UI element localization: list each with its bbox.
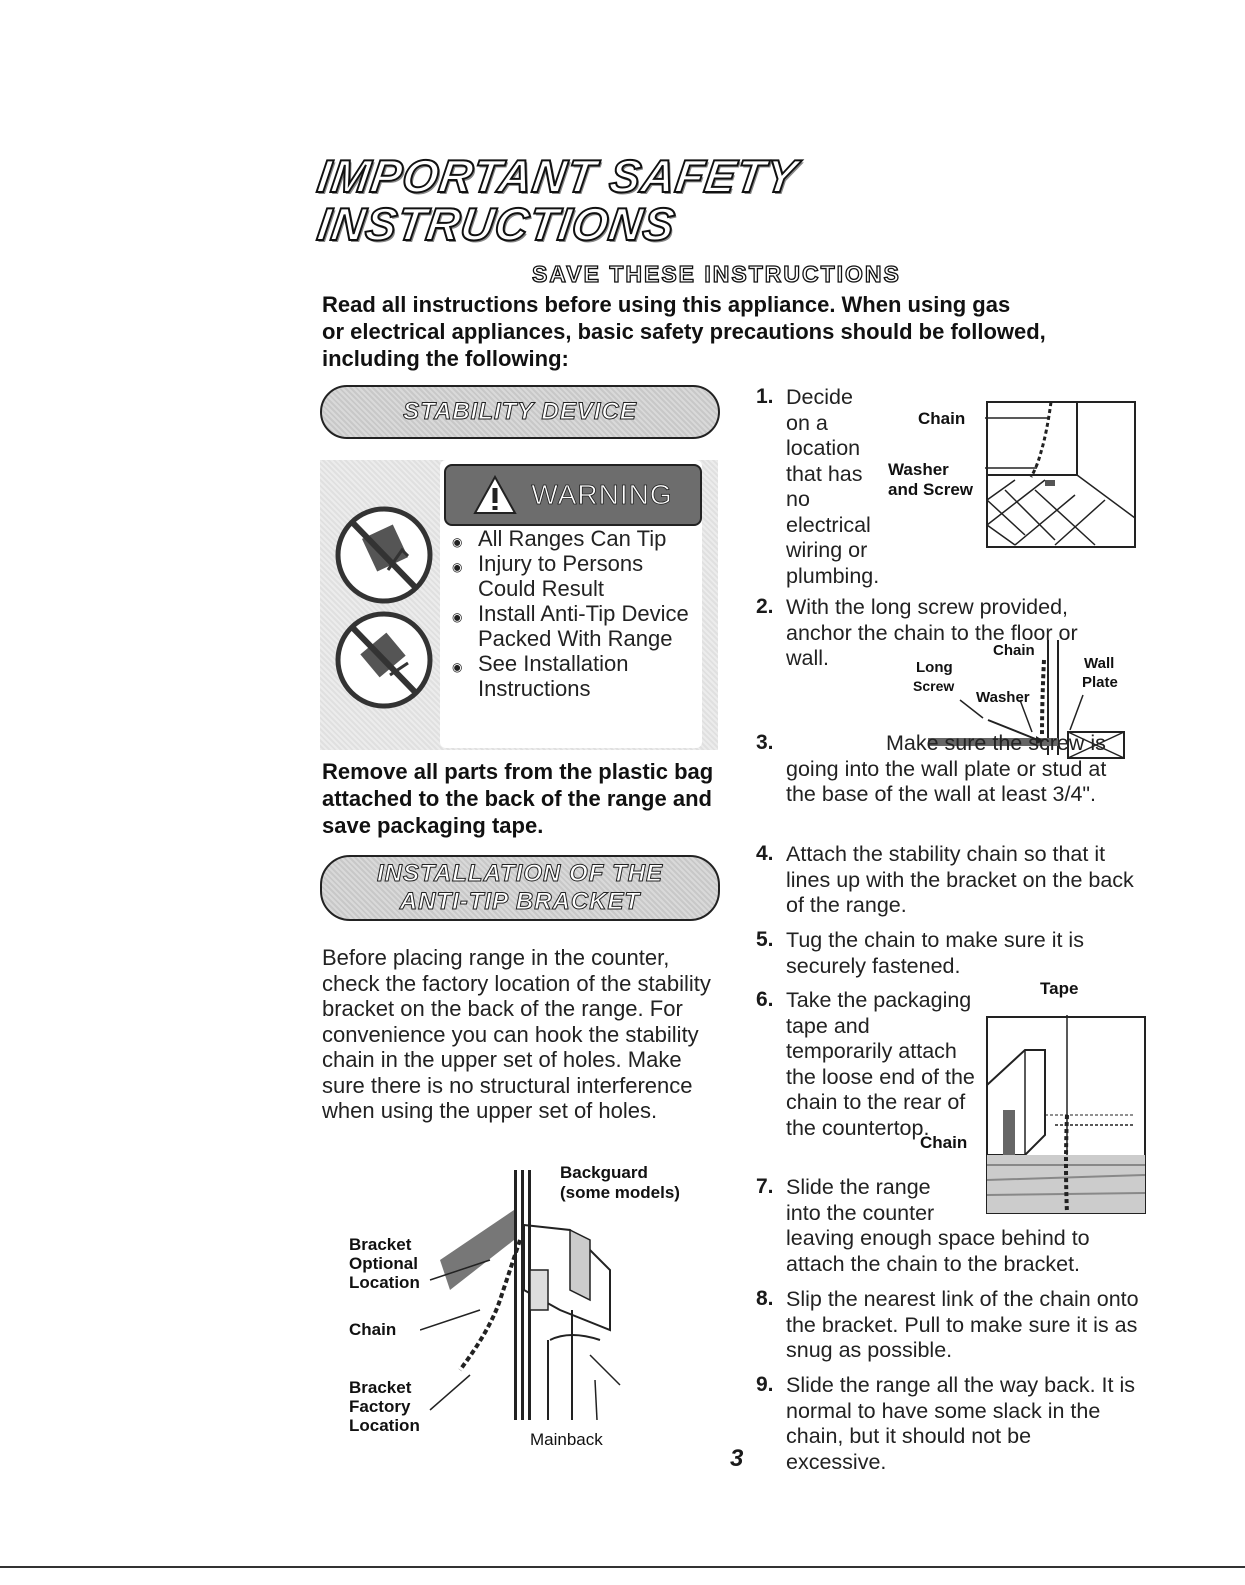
step-number: 4. bbox=[756, 842, 774, 865]
step-text: Tug the chain to make sure it is securely fastened. bbox=[786, 928, 1084, 978]
diagram2-long-label: Long bbox=[916, 659, 953, 676]
no-tip-icon-2 bbox=[338, 614, 430, 706]
factory-label-3: Location bbox=[349, 1416, 420, 1435]
chain-label: Chain bbox=[349, 1320, 397, 1339]
diagram1-chain-label: Chain bbox=[918, 409, 966, 428]
step-number: 5. bbox=[756, 928, 774, 951]
diagram3-chain-label: Chain bbox=[920, 1133, 968, 1152]
diagram2-screw-label: Screw bbox=[913, 678, 955, 694]
optional-label-3: Location bbox=[349, 1273, 420, 1292]
diagram3-tape-label: Tape bbox=[1040, 979, 1079, 998]
warning-header bbox=[444, 464, 702, 526]
step-text: Take the packaging tape and temporarily attach the loose end of the chain to the rear of the countertop. bbox=[786, 988, 975, 1140]
backguard-label: Backguard bbox=[560, 1163, 648, 1182]
warning-triangle-icon bbox=[473, 475, 517, 515]
intro-line-1: Read all instructions before using this appliance. When using gas bbox=[322, 292, 1011, 317]
title-line-2: INSTRUCTIONS bbox=[314, 198, 679, 250]
diagram1-washer-label: Washer bbox=[888, 460, 949, 479]
save-heading: SAVE THESE INSTRUCTIONS bbox=[532, 261, 901, 287]
placement-paragraph: Before placing range in the counter, check the factory location of the stability bracket on the back of the range. For convenience you can hook the stability chain in the upper set of holes. Make sure there is no structural interference when using the upper set of holes. bbox=[322, 945, 711, 1123]
intro-line-2: or electrical appliances, basic safety precautions should be followed, bbox=[322, 319, 1046, 344]
warning-item: ◉ See Installation Instructions bbox=[452, 651, 702, 701]
diagram2-plate-label: Plate bbox=[1082, 674, 1118, 691]
step-number: 8. bbox=[756, 1287, 774, 1310]
step-text bbox=[786, 731, 1141, 808]
step-text-content: Make sure the screw is going into the wall plate or stud at the base of the wall at least 3/4". bbox=[786, 731, 1107, 806]
factory-label-2: Factory bbox=[349, 1397, 411, 1416]
warning-item: ◉ Injury to Persons Could Result bbox=[452, 551, 702, 601]
stability-device-banner-text: STABILITY DEVICE bbox=[403, 398, 637, 425]
step-text: Attach the stability chain so that it lines up with the bracket on the back of the range. bbox=[786, 842, 1134, 917]
step-text: Decide on a location that has no electrical wiring or plumbing. bbox=[786, 385, 880, 588]
stability-device-banner bbox=[320, 385, 720, 439]
step-number: 3. bbox=[756, 731, 774, 754]
intro-line-3: including the following: bbox=[322, 346, 569, 371]
warning-item: ◉ Install Anti-Tip Device Packed With Range bbox=[452, 601, 702, 651]
step-text-content: With the long screw provided, anchor the chain to the floor or wall. bbox=[786, 595, 1078, 670]
factory-label-1: Bracket bbox=[349, 1378, 412, 1397]
warning-label: WARNING bbox=[531, 479, 673, 510]
optional-label-1: Bracket bbox=[349, 1235, 412, 1254]
step-text-content: Slide the range into the counter leaving enough space behind to attach the chain to the bracket. bbox=[786, 1175, 1090, 1276]
no-tip-icons bbox=[328, 500, 440, 710]
remove-parts-text: Remove all parts from the plastic bag attached to the back of the range and save packaging tape. bbox=[322, 759, 714, 838]
bracket-location-diagram bbox=[420, 1170, 650, 1420]
diagram2-chain-label: Chain bbox=[993, 642, 1035, 659]
bottom-rule bbox=[0, 1566, 1245, 1568]
step-text bbox=[786, 1175, 1131, 1277]
step-number: 6. bbox=[756, 988, 774, 1011]
warning-item: ◉ All Ranges Can Tip bbox=[452, 526, 702, 551]
step-number: 2. bbox=[756, 595, 774, 618]
optional-label-2: Optional bbox=[349, 1254, 418, 1273]
warning-list bbox=[452, 526, 702, 701]
step-number: 9. bbox=[756, 1373, 774, 1396]
anti-tip-banner-line-1: INSTALLATION OF THE bbox=[376, 860, 664, 887]
some-models-label: (some models) bbox=[560, 1183, 680, 1202]
title-line-1: IMPORTANT SAFETY bbox=[314, 150, 802, 202]
diagram2-wall-label: Wall bbox=[1084, 655, 1115, 672]
anti-tip-banner-line-2: ANTI-TIP BRACKET bbox=[399, 888, 641, 915]
chain-floor-diagram bbox=[985, 400, 1137, 550]
page-number: 3 bbox=[730, 1445, 744, 1472]
no-tip-icon-1 bbox=[338, 509, 430, 601]
step-text: Slip the nearest link of the chain onto the bracket. Pull to make sure it is as snug as possible. bbox=[786, 1287, 1139, 1362]
step-number: 1. bbox=[756, 385, 774, 408]
anti-tip-banner bbox=[320, 855, 720, 921]
step-number: 7. bbox=[756, 1175, 774, 1198]
warning-panel bbox=[320, 460, 718, 750]
diagram2-washer-label: Washer bbox=[976, 689, 1030, 706]
diagram1-screw-label: and Screw bbox=[888, 480, 974, 499]
step-text: Slide the range all the way back. It is normal to have some slack in the chain, but it should not be excessive. bbox=[786, 1373, 1135, 1474]
mainback-label: Mainback bbox=[530, 1430, 603, 1449]
